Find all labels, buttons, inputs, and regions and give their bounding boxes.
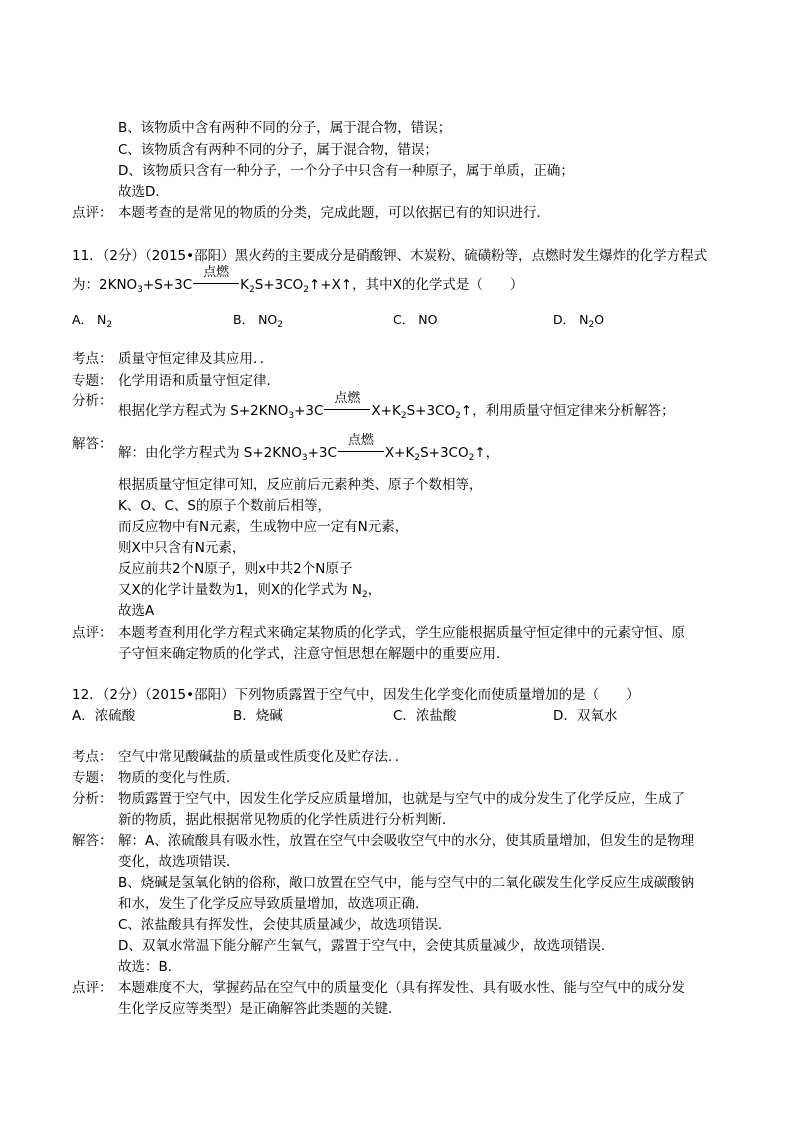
q11-stem-line1: 11．（2分）（2015•邵阳）黑火药的主要成分是硝酸钾、木炭粉、硫磺粉等，点燃时发生爆炸的化学方程式 (72, 248, 708, 264)
q12-zhuanti: 物质的变化与性质． (118, 770, 240, 786)
reaction-condition-arrow: 点燃 (338, 456, 384, 457)
q11-answer: 故选A (118, 603, 155, 619)
q12-jieda-line: 和水，发生了化学反应导致质量增加，故选项正确． (118, 896, 429, 912)
q11-jieda-line: 则X中只含有N元素， (118, 540, 246, 556)
prev-comment-label: 点评： (72, 205, 113, 221)
q11-jieda-line: 反应前共2个N原子，则x中共2个N原子 (118, 561, 353, 577)
q12-comment-line1: 本题难度不大，掌握药品在空气中的质量变化（具有挥发性、具有吸水性、能与空气中的成分发 (118, 980, 685, 996)
q12-jieda-line: B、烧碱是氢氧化钠的俗称，敞口放置在空气中，能与空气中的二氧化碳发生化学反应生成碳酸钠 (118, 875, 695, 891)
q11-jieda-line: 而反应物中有N元素，生成物中应一定有N元素， (118, 519, 409, 535)
prev-option-d: D、该物质只含有一种分子，一个分子中只含有一种原子，属于单质，正确； (118, 163, 574, 179)
q11-comment-label: 点评： (72, 625, 113, 641)
q11-kaodian: 质量守恒定律及其应用．． (118, 351, 274, 367)
q11-option-b: B． $NO_2$ (233, 312, 283, 330)
q11-option-c: C． NO (393, 312, 438, 327)
q12-comment-line2: 生化学反应等类型）是正确解答此类题的关键． (118, 1001, 402, 1017)
prev-option-b: B、该物质中含有两种不同的分子，属于混合物，错误； (118, 120, 452, 136)
prev-comment: 本题考查的是常见的物质的分类，完成此题，可以依据已有的知识进行． (118, 205, 550, 221)
q11-option-d: D． $N_2O$ (553, 312, 605, 330)
q12-fenxi-line2: 新的物质，据此根据常见物质的化学性质进行分析判断． (118, 812, 456, 828)
prev-conclusion: 故选D． (118, 184, 169, 200)
q11-jieda-line: K、O、C、S的原子个数前后相等， (118, 498, 331, 514)
q12-stem: 12．（2分）（2015•邵阳）下列物质露置于空气中，因发生化学变化而使质量增加的是（ ） (72, 687, 640, 703)
q12-kaodian-label: 考点： (72, 749, 113, 765)
q12-jieda-line: D、双氧水常温下能分解产生氧气，露置于空气中，会使其质量减少，故选项错误． (118, 938, 615, 954)
q12-zhuanti-label: 专题： (72, 770, 113, 786)
q11-option-a: A． $N_2$ (72, 312, 113, 330)
q11-jieda-label: 解答： (72, 436, 113, 452)
q11-kaodian-label: 考点： (72, 351, 113, 367)
q12-option-b: B．烧碱 (233, 708, 283, 724)
reaction-condition-arrow: 点燃 (193, 288, 239, 289)
q12-jieda-label: 解答： (72, 833, 113, 849)
q12-option-c: C．浓盐酸 (393, 708, 457, 724)
q11-comment-line2: 子守恒来确定物质的化学式，注意守恒思想在解题中的重要应用． (118, 646, 510, 662)
q12-jieda-line: C、浓盐酸具有挥发性，会使其质量减少，故选项错误． (118, 917, 452, 933)
q11-jieda-first: 解：由化学方程式为 $S+2KNO_3+3C$ 点燃 $X+K_2S+3CO_2↑$， (118, 433, 500, 463)
q12-fenxi-label: 分析： (72, 791, 113, 807)
q11-zhuanti: 化学用语和质量守恒定律． (118, 373, 280, 389)
q11-fenxi: 根据化学方程式为 $S+2KNO_3+3C$ 点燃 $X+K_2S+3CO_2↑$，利用质量守恒定律来分析解答； (118, 391, 675, 421)
q12-option-d: D．双氧水 (553, 708, 618, 724)
q12-option-a: A．浓硫酸 (72, 708, 136, 724)
q11-jieda-line: 根据质量守恒定律可知，反应前后元素种类、原子个数相等， (118, 477, 483, 493)
prev-option-c: C、该物质含有两种不同的分子，属于混合物，错误； (118, 142, 438, 158)
q12-jieda-line: 变化，故选项错误． (118, 854, 240, 870)
q12-jieda-line: 故选：B． (118, 959, 182, 975)
q11-fenxi-label: 分析： (72, 393, 113, 409)
q12-fenxi-line1: 物质露置于空气中，因发生化学反应质量增加，也就是与空气中的成分发生了化学反应，生成了 (118, 791, 685, 807)
q12-jieda-line: 解：A、浓硫酸具有吸水性，放置在空气中会吸收空气中的水分，使其质量增加，但发生的是物理 (118, 833, 695, 849)
q11-comment-line1: 本题考查利用化学方程式来确定某物质的化学式，学生应能根据质量守恒定律中的元素守恒、原 (118, 625, 685, 641)
q12-kaodian: 空气中常见酸碱盐的质量或性质变化及贮存法．． (118, 749, 409, 765)
q11-zhuanti-label: 专题： (72, 373, 113, 389)
q12-comment-label: 点评： (72, 980, 113, 996)
q11-stem-line2: 为：$2KNO_3+S+3C$ 点燃 $K_2S+3CO_2↑+X↑$，其中X的化学式是（ ） (72, 265, 524, 295)
reaction-condition-arrow: 点燃 (324, 414, 370, 415)
q11-jieda-last-line: 又X的化学计量数为1，则X的化学式为 $N_2$， (118, 582, 382, 600)
